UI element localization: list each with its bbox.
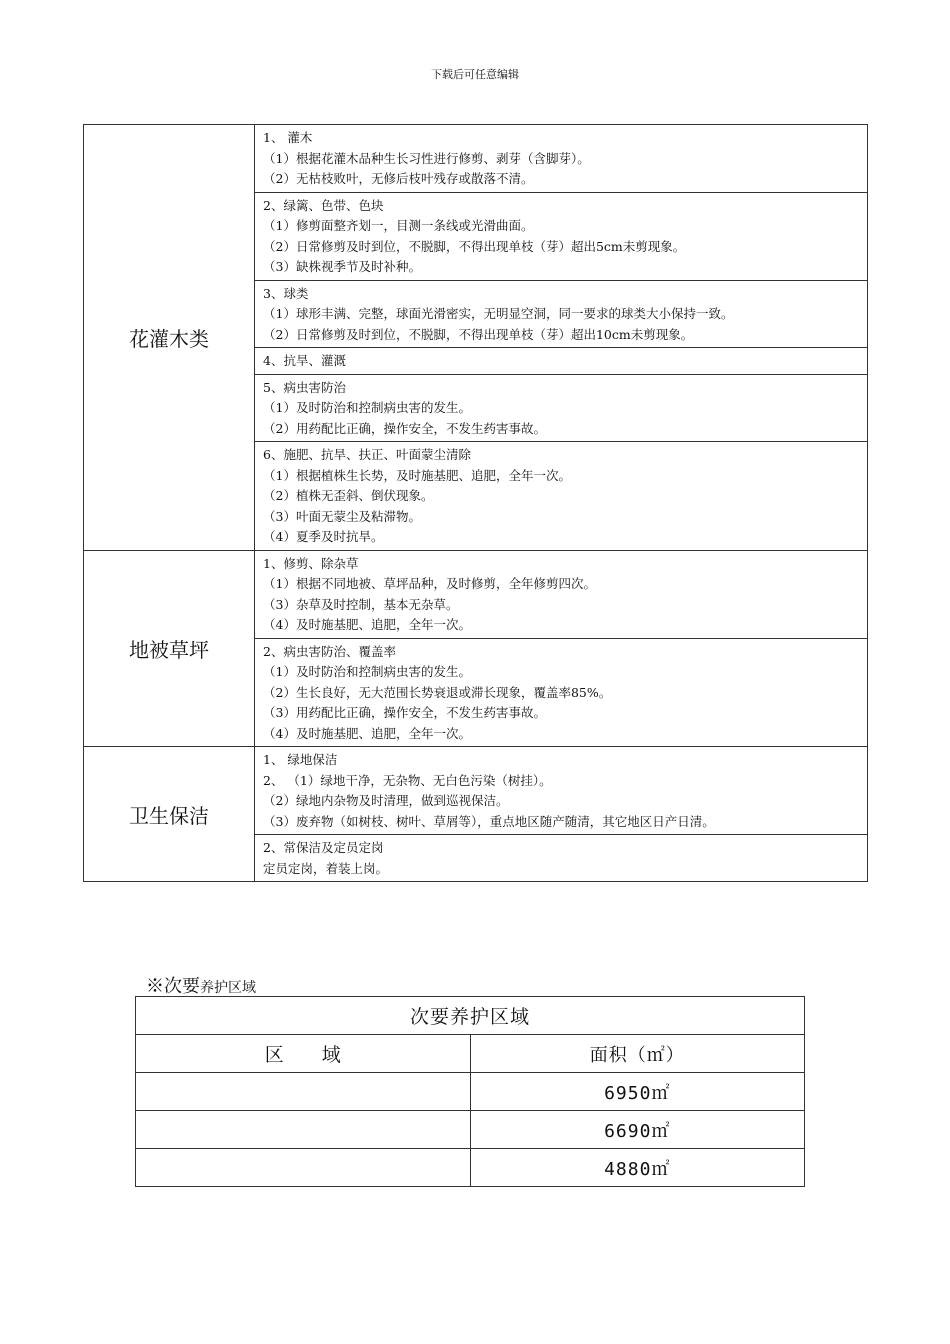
table-row bbox=[84, 125, 868, 193]
standard-cell bbox=[255, 125, 868, 193]
item-line: （1）根据花灌木品种生长习性进行修剪、剥芽（含脚芽）。 bbox=[263, 150, 590, 166]
table-row bbox=[136, 1149, 805, 1187]
standard-cell bbox=[255, 550, 868, 638]
item-heading: 2、绿篱、色带、色块 bbox=[263, 197, 384, 213]
item-line: （2）绿地内杂物及时清理，做到巡视保洁。 bbox=[263, 793, 509, 808]
item-line: （3）废弃物（如树枝、树叶、草屑等），重点地区随产随清，其它地区日产日清。 bbox=[263, 813, 715, 829]
item-heading: 1、修剪、除杂草 bbox=[263, 555, 359, 571]
standard-cell bbox=[255, 348, 868, 375]
item-line: （4）夏季及时抗旱。 bbox=[263, 529, 384, 544]
item-heading: 1、 绿地保洁 bbox=[263, 752, 338, 767]
standard-cell bbox=[255, 280, 868, 348]
item-line: （3）杂草及时控制，基本无杂草。 bbox=[263, 596, 459, 612]
item-line: （2）日常修剪及时到位，不脱脚，不得出现单枝（芽）超出5cm未剪现象。 bbox=[263, 238, 686, 254]
item-heading: 3、球类 bbox=[263, 285, 309, 301]
secondary-area-note bbox=[146, 972, 256, 998]
item-heading: 4、抗旱、灌溉 bbox=[263, 353, 346, 368]
maintenance-standards-table bbox=[83, 124, 868, 882]
area-cell bbox=[136, 1073, 471, 1111]
table-row bbox=[84, 747, 868, 835]
secondary-table-title: 次要养护区域 bbox=[136, 997, 805, 1035]
col-size-header: 面积（㎡） bbox=[470, 1035, 805, 1073]
item-heading: 2、病虫害防治、覆盖率 bbox=[263, 643, 396, 659]
item-line: （3）缺株视季节及时补种。 bbox=[263, 259, 421, 274]
secondary-note-mark: ※次要 bbox=[146, 976, 200, 997]
item-line: （1）球形丰满、完整，球面光滑密实，无明显空洞，同一要求的球类大小保持一致。 bbox=[263, 306, 734, 321]
item-line: （1）修剪面整齐划一，目测一条线或光滑曲面。 bbox=[263, 218, 534, 233]
size-cell: 4880㎡ bbox=[470, 1149, 805, 1187]
item-heading: 1、 灌木 bbox=[263, 130, 313, 145]
item-line: （1）根据植株生长势，及时施基肥、追肥，全年一次。 bbox=[263, 467, 571, 483]
item-line: （3）叶面无蒙尘及粘滞物。 bbox=[263, 508, 421, 524]
standard-cell bbox=[255, 374, 868, 442]
size-cell: 6950㎡ bbox=[470, 1073, 805, 1111]
standard-cell bbox=[255, 835, 868, 882]
item-line: （2）日常修剪及时到位，不脱脚，不得出现单枝（芽）超出10cm未剪现象。 bbox=[263, 326, 694, 342]
secondary-note-rest: 养护区域 bbox=[200, 980, 256, 996]
standard-cell bbox=[255, 747, 868, 835]
item-line: （2）植株无歪斜、倒伏现象。 bbox=[263, 488, 434, 503]
secondary-table-header-row bbox=[136, 1035, 805, 1073]
col-area-header: 区 域 bbox=[136, 1035, 471, 1073]
item-line: （1）根据不同地被、草坪品种，及时修剪，全年修剪四次。 bbox=[263, 576, 596, 591]
secondary-table-title-row bbox=[136, 997, 805, 1035]
item-heading: 6、施肥、抗旱、扶正、叶面蒙尘清除 bbox=[263, 447, 471, 462]
standard-cell bbox=[255, 638, 868, 747]
secondary-area-table bbox=[135, 996, 805, 1187]
category-label: 地被草坪 bbox=[84, 550, 255, 747]
header-note: 下载后可任意编辑 bbox=[431, 68, 519, 81]
item-line: （4）及时施基肥、追肥，全年一次。 bbox=[263, 617, 471, 632]
standard-cell bbox=[255, 442, 868, 551]
item-line: （3）用药配比正确，操作安全，不发生药害事故。 bbox=[263, 705, 546, 720]
area-cell bbox=[136, 1149, 471, 1187]
item-line: （1）及时防治和控制病虫害的发生。 bbox=[263, 664, 471, 679]
area-cell bbox=[136, 1111, 471, 1149]
item-line: （1）及时防治和控制病虫害的发生。 bbox=[263, 400, 471, 415]
standard-cell bbox=[255, 192, 868, 280]
table-row bbox=[84, 550, 868, 638]
size-cell: 6690㎡ bbox=[470, 1111, 805, 1149]
item-heading: 2、常保洁及定员定岗 bbox=[263, 840, 384, 855]
table-row bbox=[136, 1111, 805, 1149]
table-row bbox=[136, 1073, 805, 1111]
item-line: （2）生长良好，无大范围长势衰退或滞长现象，覆盖率85%。 bbox=[263, 684, 612, 700]
item-line: （4）及时施基肥、追肥，全年一次。 bbox=[263, 725, 471, 741]
category-label: 卫生保洁 bbox=[84, 747, 255, 882]
item-line: 2、 （1）绿地干净，无杂物、无白色污染（树挂）。 bbox=[263, 772, 552, 788]
item-heading: 5、病虫害防治 bbox=[263, 379, 346, 395]
item-line: （2）无枯枝败叶，无修后枝叶残存或散落不清。 bbox=[263, 171, 534, 186]
item-line: 定员定岗，着装上岗。 bbox=[263, 860, 389, 876]
category-label: 花灌木类 bbox=[84, 125, 255, 551]
item-line: （2）用药配比正确，操作安全，不发生药害事故。 bbox=[263, 420, 546, 436]
